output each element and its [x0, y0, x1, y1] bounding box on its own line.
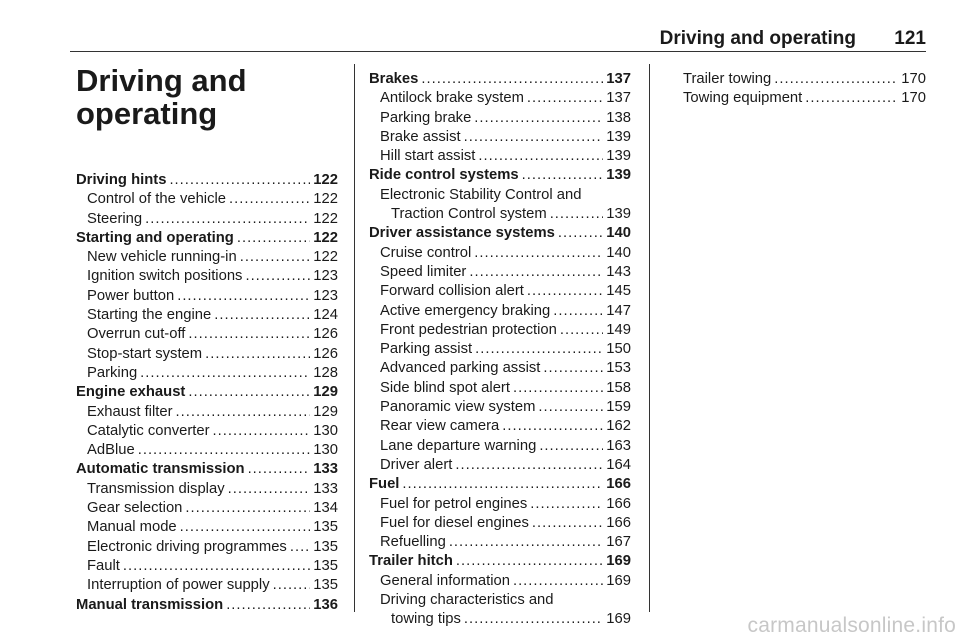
- toc-entry[interactable]: [369, 417, 631, 436]
- dot-leader: [140, 364, 310, 383]
- toc-section-entry[interactable]: [76, 460, 338, 479]
- dot-leader: [464, 128, 604, 147]
- toc-entry[interactable]: [76, 576, 338, 595]
- toc-entry[interactable]: [76, 345, 338, 364]
- toc-entry[interactable]: [76, 422, 338, 441]
- toc-entry[interactable]: [76, 441, 338, 460]
- toc-entry-label: Parking assist: [380, 341, 473, 358]
- toc-entry[interactable]: [369, 109, 631, 128]
- toc-entry-label: Traction Control system: [391, 206, 547, 223]
- toc-entry-label: Gear selection: [87, 500, 183, 517]
- toc-entry-label: General information: [380, 572, 510, 589]
- toc-entry-label: Panoramic view system: [380, 399, 536, 416]
- toc-entry-page: 162: [606, 418, 631, 435]
- toc-entry[interactable]: [369, 514, 631, 533]
- dot-leader: [290, 538, 310, 557]
- dot-leader: [145, 210, 310, 229]
- toc-entry-page: 143: [606, 263, 631, 280]
- dot-leader: [474, 244, 603, 263]
- toc-entry-label: Ride control systems: [369, 167, 519, 184]
- watermark: carmanualsonline.info: [747, 614, 956, 637]
- dot-leader: [543, 359, 603, 378]
- toc-entry-label: Active emergency braking: [380, 302, 551, 319]
- toc-entry-label: Driver assistance systems: [369, 225, 555, 242]
- dot-leader: [421, 70, 603, 89]
- toc-entry-page: 122: [313, 191, 338, 208]
- toc-entry-page: 135: [313, 577, 338, 594]
- dot-leader: [530, 495, 603, 514]
- toc-entry-label: Brakes: [369, 71, 419, 87]
- column-divider: [649, 64, 650, 612]
- dot-leader: [502, 417, 603, 436]
- dot-leader: [205, 345, 310, 364]
- toc-entry[interactable]: [369, 610, 631, 629]
- dot-leader: [539, 437, 603, 456]
- dot-leader: [474, 109, 603, 128]
- toc-entry-label: Driving hints: [76, 172, 167, 188]
- toc-entry[interactable]: [76, 210, 338, 229]
- toc-entry-page: 122: [313, 229, 338, 246]
- dot-leader: [464, 610, 603, 629]
- dot-leader: [805, 89, 898, 108]
- toc-entry-page: 139: [606, 148, 631, 165]
- toc-entry-page: 133: [313, 480, 338, 497]
- toc-entry[interactable]: [672, 89, 926, 108]
- toc-entry-page: 122: [313, 172, 338, 188]
- dot-leader: [214, 306, 310, 325]
- toc-entry-label: Interruption of power supply: [87, 577, 270, 594]
- dot-leader: [469, 263, 603, 282]
- toc-section-entry[interactable]: [369, 166, 631, 185]
- toc-entry-page: 129: [313, 403, 338, 420]
- dot-leader: [553, 302, 603, 321]
- toc-entry[interactable]: [369, 282, 631, 301]
- toc-entry[interactable]: [369, 302, 631, 321]
- toc-entry-page: 128: [313, 364, 338, 381]
- toc-entry-label: Overrun cut-off: [87, 326, 186, 343]
- toc-section-entry[interactable]: [76, 596, 338, 615]
- toc-entry-page: 126: [313, 345, 338, 362]
- toc-section-entry[interactable]: [369, 70, 631, 89]
- toc-entry-page: 147: [606, 302, 631, 319]
- toc-entry-page: 135: [313, 557, 338, 574]
- dot-leader: [229, 190, 310, 209]
- dot-leader: [213, 422, 311, 441]
- toc-entry-page: 139: [606, 206, 631, 223]
- toc-entry-page: 135: [313, 519, 338, 536]
- toc-entry[interactable]: [369, 398, 631, 417]
- toc-entry[interactable]: [369, 379, 631, 398]
- toc-entry-page: 134: [313, 500, 338, 517]
- toc-entry[interactable]: [76, 480, 338, 499]
- toc-entry-page: 139: [606, 128, 631, 145]
- dot-leader: [478, 147, 603, 166]
- toc-entry[interactable]: [76, 499, 338, 518]
- dot-leader: [513, 572, 603, 591]
- toc-entry[interactable]: [369, 591, 631, 610]
- dot-leader: [402, 475, 603, 494]
- dot-leader: [527, 89, 603, 108]
- toc-entry-page: 130: [313, 442, 338, 459]
- toc-entry[interactable]: [369, 340, 631, 359]
- toc-entry[interactable]: [369, 263, 631, 282]
- toc-entry-label: Control of the vehicle: [87, 191, 227, 208]
- toc-entry-page: 129: [313, 384, 338, 401]
- toc-entry-label: Parking: [87, 364, 138, 381]
- dot-leader: [558, 224, 603, 243]
- toc-entry-page: 169: [606, 553, 631, 570]
- toc-entry-page: 166: [606, 476, 631, 493]
- toc-entry-label: New vehicle running-in: [87, 249, 237, 266]
- toc-entry-page: 159: [606, 399, 631, 416]
- toc-entry-label: Catalytic converter: [87, 422, 210, 439]
- toc-column-1: [76, 171, 338, 615]
- toc-section-entry[interactable]: [76, 229, 338, 248]
- toc-entry[interactable]: [76, 518, 338, 537]
- toc-column-2: [369, 70, 631, 630]
- toc-entry-page: 170: [901, 71, 926, 87]
- dot-leader: [527, 282, 603, 301]
- toc-entry-page: 163: [606, 437, 631, 454]
- toc-entry-page: 138: [606, 109, 631, 126]
- toc-entry-label: Ignition switch positions: [87, 268, 243, 285]
- toc-entry[interactable]: [369, 128, 631, 147]
- toc-entry-label: Antilock brake system: [380, 90, 524, 107]
- toc-entry-page: 166: [606, 514, 631, 531]
- dot-leader: [273, 576, 311, 595]
- toc-entry-label: Automatic transmission: [76, 461, 245, 478]
- toc-entry[interactable]: [76, 403, 338, 422]
- toc-entry-label: Lane departure warning: [380, 437, 537, 454]
- toc-entry[interactable]: [369, 437, 631, 456]
- toc-entry[interactable]: [369, 495, 631, 514]
- dot-leader: [123, 557, 310, 576]
- dot-leader: [456, 552, 603, 571]
- toc-entry-label: Steering: [87, 210, 143, 227]
- running-header: [70, 28, 926, 52]
- toc-entry-page: 164: [606, 456, 631, 473]
- dot-leader: [522, 166, 604, 185]
- toc-entry[interactable]: [369, 321, 631, 340]
- toc-entry-label: Refuelling: [380, 534, 446, 551]
- toc-entry[interactable]: [369, 186, 631, 205]
- toc-entry-page: 153: [606, 360, 631, 377]
- toc-entry-label: Fault: [87, 557, 120, 574]
- toc-entry-page: 139: [606, 167, 631, 184]
- dot-leader: [240, 248, 311, 267]
- page-number: 121: [894, 28, 926, 49]
- toc-entry-label: Side blind spot alert: [380, 379, 510, 396]
- toc-entry[interactable]: [76, 364, 338, 383]
- toc-entry-page: 166: [606, 495, 631, 512]
- toc-entry-label: Front pedestrian protection: [380, 321, 557, 338]
- toc-column-3: [672, 70, 926, 109]
- dot-leader: [177, 287, 310, 306]
- toc-entry-page: 123: [313, 268, 338, 285]
- dot-leader: [188, 325, 310, 344]
- toc-entry-label: towing tips: [391, 611, 461, 628]
- toc-entry-page: 170: [901, 90, 926, 107]
- dot-leader: [455, 456, 603, 475]
- toc-entry[interactable]: [369, 456, 631, 475]
- toc-section-entry[interactable]: [369, 475, 631, 494]
- toc-entry-label: Electronic Stability Control and: [380, 186, 582, 203]
- toc-entry[interactable]: [369, 359, 631, 378]
- toc-entry-page: 150: [606, 341, 631, 358]
- toc-entry-label: Trailer towing: [683, 71, 772, 87]
- dot-leader: [245, 267, 310, 286]
- toc-entry-label: Manual transmission: [76, 596, 224, 613]
- toc-entry-label: Manual mode: [87, 519, 177, 536]
- dot-leader: [449, 533, 603, 552]
- toc-entry[interactable]: [369, 533, 631, 552]
- toc-entry[interactable]: [76, 538, 338, 557]
- toc-entry-page: 158: [606, 379, 631, 396]
- dot-leader: [774, 70, 898, 89]
- column-divider: [354, 64, 355, 612]
- toc-entry-label: Engine exhaust: [76, 384, 186, 401]
- toc-entry-label: Speed limiter: [380, 263, 467, 280]
- dot-leader: [532, 514, 603, 533]
- toc-entry-page: 145: [606, 283, 631, 300]
- dot-leader: [188, 383, 310, 402]
- toc-entry-label: Fuel: [369, 476, 400, 493]
- toc-section-entry[interactable]: [76, 171, 338, 190]
- toc-entry-label: Starting the engine: [87, 307, 212, 324]
- toc-entry-label: Brake assist: [380, 128, 461, 145]
- toc-entry-page: 135: [313, 538, 338, 555]
- toc-entry[interactable]: [369, 205, 631, 224]
- toc-section-entry[interactable]: [369, 224, 631, 243]
- toc-entry-page: 126: [313, 326, 338, 343]
- toc-entry-label: Hill start assist: [380, 148, 476, 165]
- toc-entry-label: Driving characteristics and: [380, 592, 554, 609]
- chapter-title-line2: operating: [76, 96, 218, 131]
- dot-leader: [513, 379, 603, 398]
- dot-leader: [538, 398, 603, 417]
- toc-entry-label: Rear view camera: [380, 418, 500, 435]
- toc-entry[interactable]: [369, 89, 631, 108]
- chapter-title-line1: Driving and: [76, 63, 247, 98]
- dot-leader: [226, 596, 310, 615]
- toc-entry[interactable]: [76, 190, 338, 209]
- toc-entry-label: Forward collision alert: [380, 283, 524, 300]
- dot-leader: [180, 518, 311, 537]
- toc-entry-label: AdBlue: [87, 442, 135, 459]
- toc-entry[interactable]: [76, 287, 338, 306]
- toc-section-entry[interactable]: [369, 552, 631, 571]
- dot-leader: [560, 321, 603, 340]
- toc-entry-page: 123: [313, 287, 338, 304]
- toc-entry-label: Transmission display: [87, 480, 225, 497]
- toc-entry-label: Advanced parking assist: [380, 360, 541, 377]
- dot-leader: [185, 499, 310, 518]
- chapter-title: [76, 64, 346, 130]
- toc-entry-label: Stop-start system: [87, 345, 203, 362]
- toc-entry-label: Starting and operating: [76, 229, 234, 246]
- toc-section-entry[interactable]: [76, 383, 338, 402]
- toc-entry-label: Fuel for petrol engines: [380, 495, 528, 512]
- toc-entry[interactable]: [76, 267, 338, 286]
- running-title: Driving and operating: [659, 28, 856, 49]
- toc-entry-page: 130: [313, 422, 338, 439]
- toc-entry-label: Parking brake: [380, 109, 472, 126]
- toc-entry-page: 124: [313, 307, 338, 324]
- toc-entry[interactable]: [76, 248, 338, 267]
- dot-leader: [138, 441, 311, 460]
- toc-entry-page: 149: [606, 321, 631, 338]
- toc-entry[interactable]: [76, 557, 338, 576]
- dot-leader: [176, 403, 311, 422]
- toc-entry-page: 137: [606, 90, 631, 107]
- toc-entry[interactable]: [76, 325, 338, 344]
- toc-entry[interactable]: [672, 70, 926, 89]
- toc-entry[interactable]: [369, 147, 631, 166]
- toc-entry-page: 140: [606, 225, 631, 242]
- toc-entry-label: Driver alert: [380, 456, 453, 473]
- dot-leader: [228, 480, 311, 499]
- dot-leader: [237, 229, 310, 248]
- toc-entry-page: 122: [313, 210, 338, 227]
- toc-entry-label: Power button: [87, 287, 175, 304]
- toc-entry[interactable]: [369, 244, 631, 263]
- dot-leader: [169, 171, 310, 190]
- toc-entry-page: 137: [606, 71, 631, 87]
- toc-entry-page: 140: [606, 244, 631, 261]
- dot-leader: [475, 340, 603, 359]
- toc-entry-page: 169: [606, 611, 631, 628]
- toc-entry-label: Towing equipment: [683, 90, 803, 107]
- toc-entry-label: Trailer hitch: [369, 553, 453, 570]
- toc-entry-label: Exhaust filter: [87, 403, 173, 420]
- toc-entry-label: Electronic driving programmes: [87, 538, 287, 555]
- toc-entry-label: Cruise control: [380, 244, 472, 261]
- dot-leader: [550, 205, 604, 224]
- dot-leader: [248, 460, 311, 479]
- toc-entry[interactable]: [369, 572, 631, 591]
- toc-entry-page: 122: [313, 249, 338, 266]
- toc-entry-page: 167: [606, 534, 631, 551]
- toc-entry[interactable]: [76, 306, 338, 325]
- toc-entry-page: 169: [606, 572, 631, 589]
- toc-entry-page: 136: [313, 596, 338, 613]
- toc-entry-page: 133: [313, 461, 338, 478]
- toc-entry-label: Fuel for diesel engines: [380, 514, 529, 531]
